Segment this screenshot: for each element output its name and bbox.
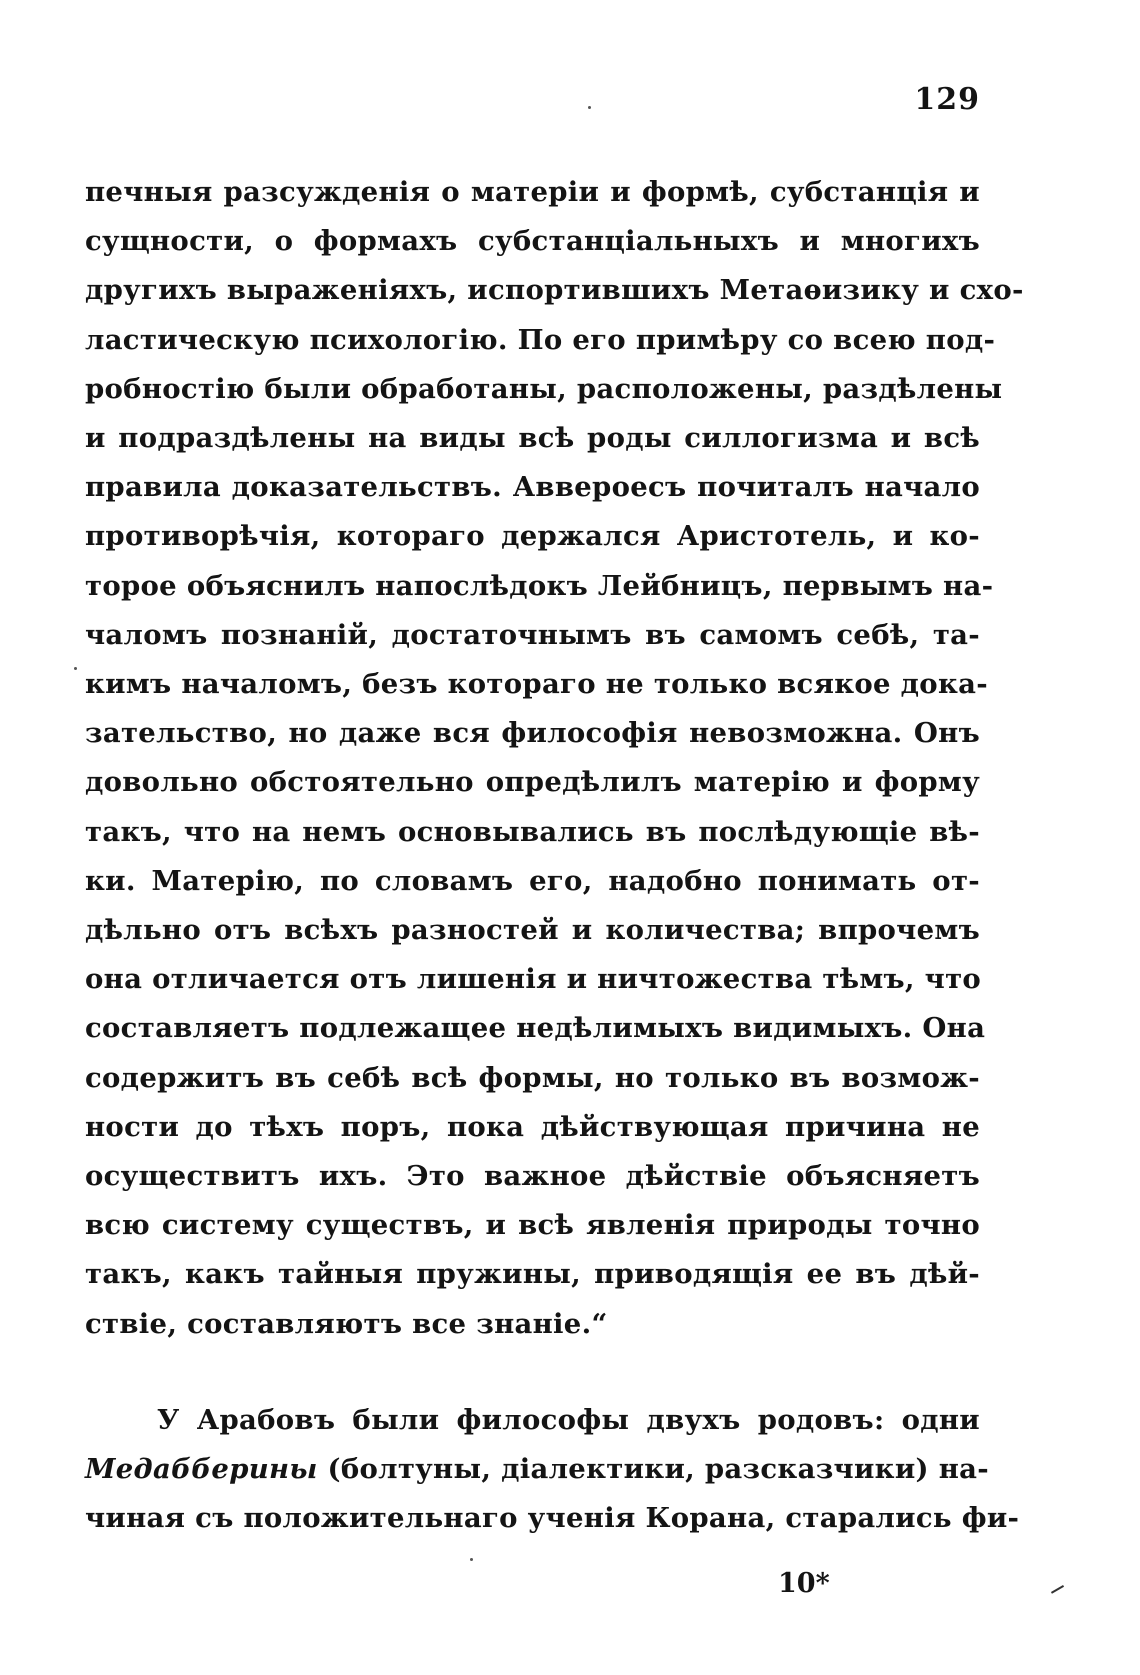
text-line: ластическую психологію. По его примѣру со всею под- [85,323,996,356]
page-number: 129 [914,82,980,117]
text-line: и подраздѣлены на виды всѣ роды силлогизма и всѣ [85,422,980,455]
text-line: всю систему существъ, и всѣ явленія природы точно [85,1209,980,1242]
text-line: осуществитъ ихъ. Это важное дѣйствіе объясняетъ [85,1160,980,1193]
ink-dot [588,106,591,109]
text-line: печныя разсужденія о матеріи и формѣ, субстанція и [85,176,980,208]
text-line-rest: (болтуны, діалектики, разсказчики) на- [317,1453,989,1486]
text-line: дѣльно отъ всѣхъ разностей и количества; впрочемъ [85,914,980,947]
text-line: она отличается отъ лишенія и ничтожества тѣмъ, что [85,963,982,996]
text-line [85,1445,989,1494]
text-line: ности до тѣхъ поръ, пока дѣйствующая причина не [85,1110,980,1143]
text-line: ки. Матерію, по словамъ его, надобно понимать от- [85,864,980,897]
signature-mark: 10* [778,1568,830,1599]
text-line: робностію были обработаны, расположены, раздѣлены [85,372,1003,405]
text-line: противорѣчія, котораго держался Аристотель, и ко- [85,520,980,553]
text-line: такъ, какъ тайныя пружины, приводящія ее въ дѣй- [85,1258,980,1291]
text-line: такъ, что на немъ основывались въ послѣдующіе вѣ- [85,815,980,848]
text-line: У Арабовъ были философы двухъ родовъ: одни [157,1404,980,1436]
paragraph-1 [85,168,1024,1349]
text-line: зательство, но даже вся философія невозможна. Онъ [85,717,980,750]
text-line: чиная съ положительнаго ученія Корана, старались фи- [85,1502,1020,1535]
text-line: довольно обстоятельно опредѣлилъ матерію и форму [85,766,980,799]
text-line: сущности, о формахъ субстанціальныхъ и многихъ [85,225,980,258]
text-line: ствіе, составляютъ все знаніе.“ [85,1307,608,1340]
ink-dot [74,667,77,670]
text-line: чаломъ познаній, достаточнымъ въ самомъ себѣ, та- [85,618,980,651]
text-line: торое объяснилъ напослѣдокъ Лейбницъ, первымъ на- [85,569,994,602]
paragraph-2 [85,1396,1020,1544]
text-line: составляетъ подлежащее недѣлимыхъ видимыхъ. Она [85,1012,986,1045]
text-line: другихъ выраженіяхъ, испортившихъ Метаѳизику и схо- [85,274,1024,307]
italic-term: Медабберины [85,1453,318,1486]
text-line: правила доказательствъ. Аввероесъ почиталъ начало [85,471,980,504]
ink-dot [470,1558,473,1561]
text-line: содержитъ въ себѣ всѣ формы, но только въ возмож- [85,1061,980,1094]
ink-mark [1051,1585,1067,1599]
text-line: кимъ началомъ, безъ котораго не только всякое дока- [85,668,988,701]
